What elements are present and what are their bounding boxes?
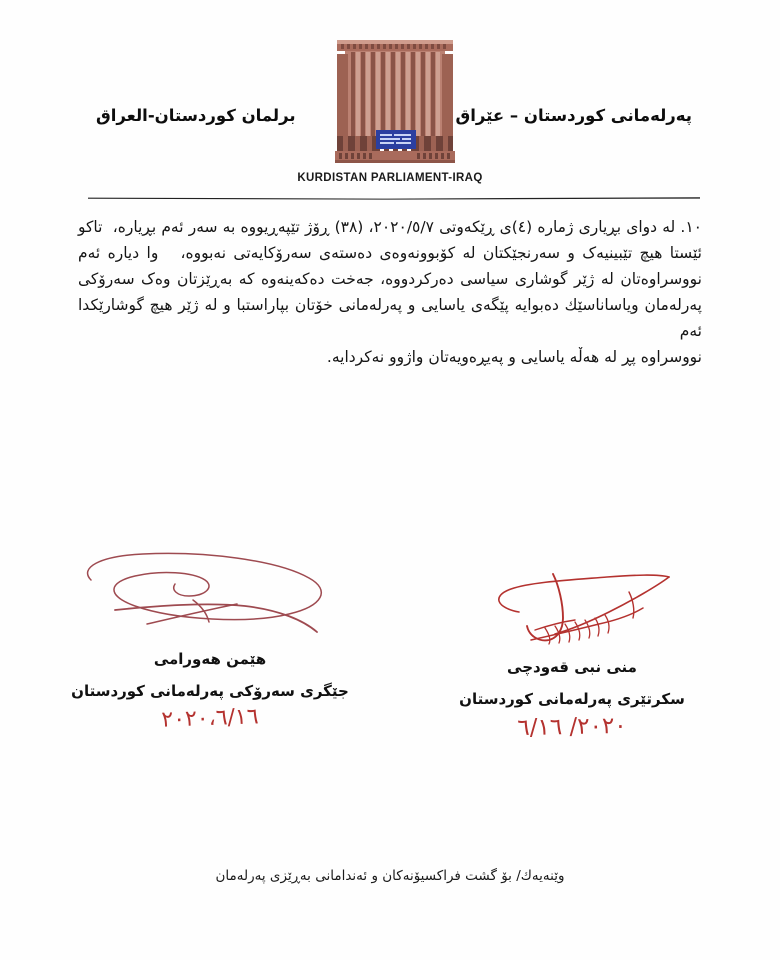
signature-title: جێگری سەرۆکی پەرلەمانی کوردستان <box>71 682 349 700</box>
signature-name: هێمن هەورامی <box>153 650 267 668</box>
footer-distribution-note: وێنەیەك/ بۆ گشت فراکسیۆنەکان و ئەندامانی بەڕێزی پەرلەمان <box>215 868 565 884</box>
body-line: ئێستا هیچ تێبینیەک و سەرنجێکتان لە کۆبوونەوەی دەستەی سەرۆکایەتی نەبووە، وا دیارە ئەم <box>78 244 702 262</box>
handwritten-signature <box>422 556 722 656</box>
signature-title: سکرتێری پەرلەمانی کوردستان <box>459 690 685 708</box>
signature-date: ٢٠٢٠/ ٦/١٦ <box>517 712 627 742</box>
signature-block-secretary <box>422 556 722 740</box>
emblem-caption: KURDISTAN PARLIAMENT-IRAQ <box>297 172 483 184</box>
body-line: پەرلەمان وياساناسێك دەبوایە پێگەی یاسایی و پەرلەمانی خۆتان بپاراستبا و لە ژێر هیچ گوشارێکدا ئەم <box>73 296 702 340</box>
body-line: نووسراوە پڕ لە هەڵە یاسایی و پەیڕەویەتان واژوو نەکردایە. <box>326 348 702 366</box>
header-title-arabic: برلمان كوردستان-العراق <box>96 106 296 125</box>
body-line: نووسراوەتان لە ژێر گوشاری سیاسی دەرکردووە، جەخت دەکەینەوە کە بەڕێزتان وەک سەرۆکی <box>78 270 702 288</box>
header-divider <box>88 196 700 199</box>
body-paragraph <box>73 214 702 370</box>
signature-name: منی نبی قەودچی <box>507 658 637 676</box>
signature-block-deputy-speaker <box>60 548 360 731</box>
header-title-kurdish: پەرلەمانی کوردستان – عێراق <box>455 106 692 125</box>
parliament-building-icon <box>331 36 459 174</box>
letterhead <box>0 34 780 184</box>
handwritten-signature <box>60 548 360 648</box>
signature-date: ٢٠٢٠،٦/١٦ <box>160 704 260 733</box>
body-line: ١٠. لە دوای بڕیاری ژمارە (٤)ی ڕێکەوتی ٢٠٢٠/٥/٧، (٣٨) ڕۆژ تێپەڕیووە بە سەر ئەم بڕیارە، تاکو <box>78 218 702 236</box>
